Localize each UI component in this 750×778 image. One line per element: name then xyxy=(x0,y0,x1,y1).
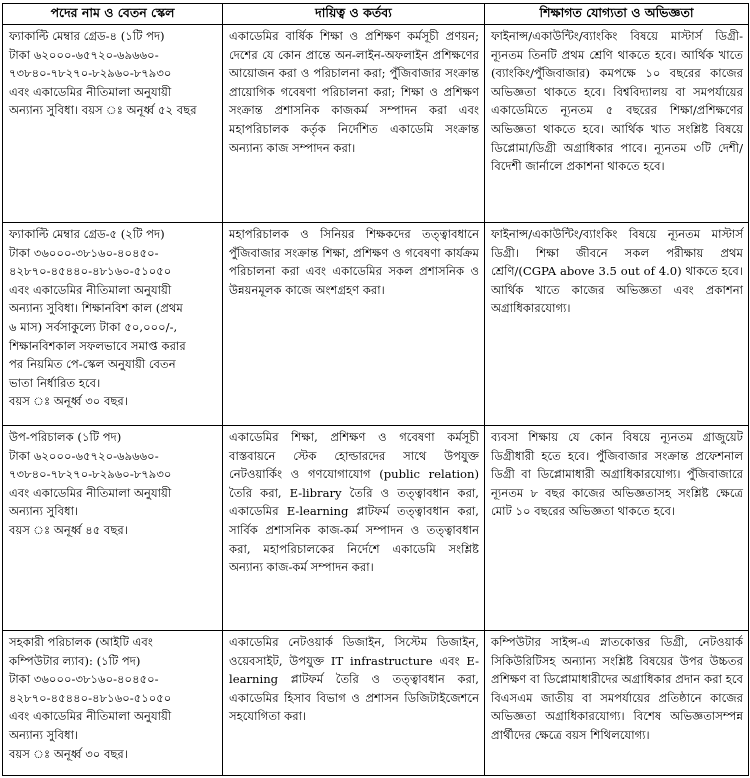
qualification-cell xyxy=(485,25,749,223)
duties-cell xyxy=(223,25,485,223)
qualification-cell xyxy=(485,426,749,631)
post-text: সহকারী পরিচালক (আইটি এবং কম্পিউটার ল্যাব): (১টি পদ) টাকা ৩৬০০০-৩৮১৬০-৪০৪৫০- ৪২৮৭০-৪৫৪৪০-৪৮১৬০-৫১০৫০ এবং একাডেমির নীতিমালা অনুযায়ী অন্যান্য সুবিধা। বয়স ঃ অনূর্ধ্ব ৩০ বছর। xyxy=(9,635,172,761)
duties-text: একাডেমির বার্ষিক শিক্ষা ও প্রশিক্ষণ কর্মসূচী প্রণয়ন; দেশের যে কোন প্রান্তে অন-লাইন-অফলাইন প্রশিক্ষণের আয়োজন করা ও পরিচালনা করা; পুঁজিবাজার সংক্রান্ত প্রায়োগিক গবেষণা পরিচালনা করা; শিক্ষা ও প্রশিক্ষণ সংক্রান্ত প্রশাসনিক কাজকর্ম সম্পাদন করা এবং মহাপরিচালক কর্তৃক নির্দেশিত একাডেমি সংক্রান্ত অন্যান্য কাজ সম্পাদন করা। xyxy=(229,29,479,155)
qualification-text: ব্যবসা শিক্ষায় যে কোন বিষয়ে ন্যূনতম গ্রাজুয়েট ডিগ্রীধারী হতে হবে। পুঁজিবাজার সংক্রান্ত প্রফেশনাল ডিগ্রী বা ডিপ্লোমাধারী অগ্রাধিকারযোগ্য। পুঁজিবাজারে ন্যূনতম ৮ বছর কাজের অভিজ্ঞতাসহ সংশ্লিষ্ট ক্ষেত্রে মোট ১০ বছরের অভিজ্ঞতা থাকতে হবে। xyxy=(491,430,743,519)
qualification-text: কম্পিউটার সাইন্স-এ স্নাতকোত্তর ডিগ্রী, নেটওয়ার্ক সিকিউরিটিসহ অন্যান্য সংশ্লিষ্ট বিষয়ের উপর উচ্চতর প্রশিক্ষণ বা ডিপ্লোমাধারীদের অগ্রাধিকার প্রদান করা হবে বিএসএম জাতীয় বা সমপর্যায়ের প্রতিষ্ঠানে কাজের অভিজ্ঞতা অগ্রাধিকারযোগ্য। বিশেষ অভিজ্ঞতাসম্পন্ন প্রার্থীদের ক্ষেত্রে বয়স শিথিলযোগ্য। xyxy=(491,635,743,742)
duties-cell xyxy=(223,631,485,776)
qualification-cell xyxy=(485,223,749,426)
table-row xyxy=(3,223,749,426)
table-row xyxy=(3,25,749,223)
table-row xyxy=(3,426,749,631)
post-text: ফ্যাকাল্টি মেম্বার গ্রেড-৪ (১টি পদ) টাকা ৬২০০০-৬৫৭২০-৬৯৬৬০- ৭৩৮৪০-৭৮২৭০-৮২৯৬০-৮৭৯৩০ এবং একাডেমির নীতিমালা অনুযায়ী অন্যান্য সুবিধা। বয়স ঃ অনূর্ধ্ব ৫২ বছর xyxy=(9,29,197,118)
post-cell xyxy=(3,223,223,426)
post-text: ফ্যাকাল্টি মেম্বার গ্রেড-৫ (২টি পদ) টাকা ৩৬০০০-৩৮১৬০-৪০৪৫০- ৪২৮৭০-৪৫৪৪০-৪৮১৬০-৫১০৫০ এবং একাডেমির নীতিমালা অনুযায়ী অন্যান্য সুবিধা। শিক্ষানবিশ কাল (প্রথম ৬ মাস) সর্বসাকুল্যে টাকা ৫০,০০০/-, শিক্ষানবিশকাল সফলভাবে সমাপ্ত করার পর নিয়মিত পে-স্কেল অনুযায়ী বেতন ভাতা নির্ধারিত হবে। বয়স ঃ অনূর্ধ্ব ৩০ বছর। xyxy=(9,227,186,409)
qualification-text: ফাইনান্স/একাউন্টিং/ব্যাংকিং বিষয়ে ন্যূনতম মাস্টার্স ডিগ্রী। শিক্ষা জীবনে সকল পরীক্ষায় প্রথম শ্রেণি/(CGPA above 3.5 out of 4.0) থাকতে হবে। আর্থিক খাতে কাজের অভিজ্ঞতা এবং প্রকাশনা অগ্রাধিকারযোগ্য। xyxy=(491,227,743,316)
header-duties: দায়িত্ব ও কর্তব্য xyxy=(223,4,485,25)
header-post-and-pay-scale: পদের নাম ও বেতন স্কেল xyxy=(3,4,223,25)
table-header-row xyxy=(3,4,749,25)
duties-cell xyxy=(223,223,485,426)
post-cell xyxy=(3,631,223,776)
duties-text: একাডেমির শিক্ষা, প্রশিক্ষণ ও গবেষণা কর্মসূচী বাস্তবায়নে স্টেক হোল্ডারদের সাথে উপযুক্ত নেটওয়ার্কিং ও গণযোগাযোগ (public relation) তৈরি করা, E-library তৈরি ও তত্ত্বাবধান করা, একাডেমির E-learning প্লাটফর্ম তত্ত্বাবধান করা, সার্বিক প্রশাসনিক কাজ-কর্ম সম্পাদন ও তত্ত্বাবধান করা, মহাপরিচালকের নির্দেশে একাডেমি সংশ্লিষ্ট অন্যান্য কাজ-কর্ম সম্পাদন করা। xyxy=(229,430,479,575)
post-text: উপ-পরিচালক (১টি পদ) টাকা ৬২০০০-৬৫৭২০-৬৯৬৬০- ৭৩৮৪০-৭৮২৭০-৮২৯৬০-৮৭৯৩০ এবং একাডেমির নীতিমালা অনুযায়ী অন্যান্য সুবিধা। বয়স ঃ অনূর্ধ্ব ৪৫ বছর। xyxy=(9,430,172,537)
duties-text: একাডেমির নেটওয়ার্ক ডিজাইন, সিস্টেম ডিজাইন, ওয়েবসাইট, উপযুক্ত IT infrastructure এবং E-learning প্লাটফর্ম তৈরি ও তত্ত্বাবধান করা, একাডেমির হিসাব বিভাগ ও প্রশাসন ডিজিটাইজেশনে সহযোগিতা করা। xyxy=(229,635,479,724)
duties-text: মহাপরিচালক ও সিনিয়র শিক্ষকদের তত্ত্বাবধানে পুঁজিবাজার সংক্রান্ত শিক্ষা, প্রশিক্ষণ ও গবেষণা কার্যক্রম পরিচালনা করা এবং একাডেমির সকল প্রশাসনিক ও উন্নয়নমূলক কাজে অংশগ্রহণ করা। xyxy=(229,227,479,297)
post-cell xyxy=(3,426,223,631)
job-circular-table xyxy=(2,3,749,776)
duties-cell xyxy=(223,426,485,631)
qualification-cell xyxy=(485,631,749,776)
post-cell xyxy=(3,25,223,223)
header-qualification: শিক্ষাগত যোগ্যতা ও অভিজ্ঞতা xyxy=(485,4,749,25)
table-row xyxy=(3,631,749,776)
qualification-text: ফাইনান্স/একাউন্টিং/ব্যাংকিং বিষয়ে মাস্টার্স ডিগ্রী-ন্যূনতম তিনটি প্রথম শ্রেণি থাকতে হবে। আর্থিক খাতে (ব্যাংকিং/পুঁজিবাজার) কমপক্ষে ১০ বছরের কাজের অভিজ্ঞতা থাকতে হবে। বিশ্ববিদ্যালয় বা সমপর্যায়ের একাডেমিতে ন্যূনতম ৫ বছরের শিক্ষা/প্রশিক্ষণের অভিজ্ঞতা থাকতে হবে। আর্থিক খাত সংশ্লিষ্ট বিষয়ে ডিপ্লোমা/ডিগ্রী অগ্রাধিকার পাবে। ন্যূনতম ৩টি দেশী/বিদেশী জার্নালে প্রকাশনা থাকতে হবে। xyxy=(491,29,743,174)
